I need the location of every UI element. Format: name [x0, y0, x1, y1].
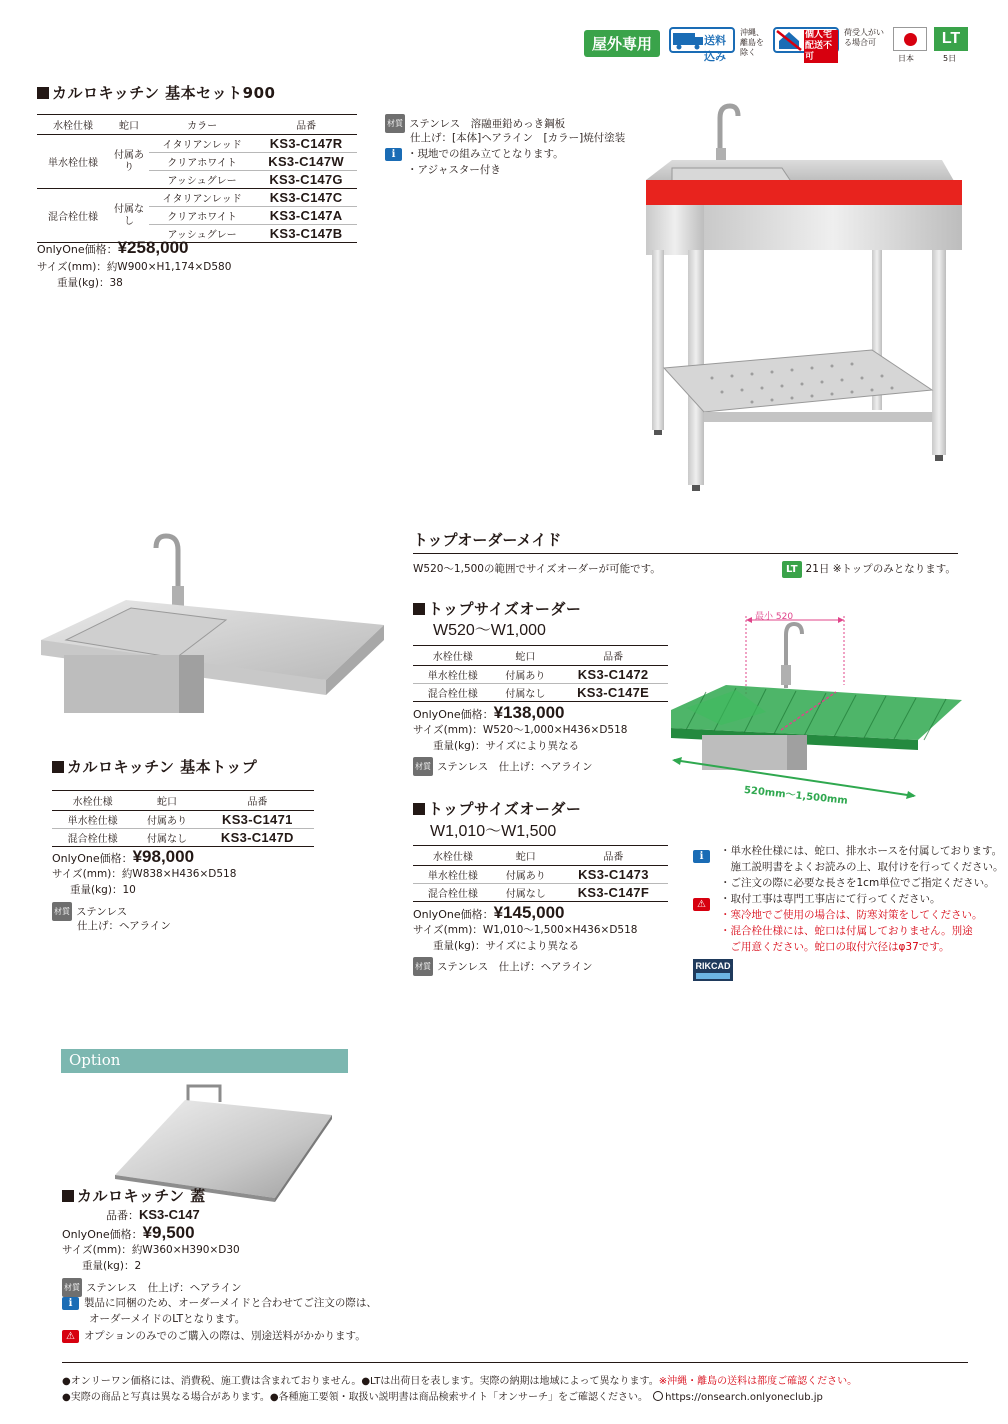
onsearch-link[interactable]: https://onsearch.onlyoneclub.jp [665, 1392, 823, 1403]
info-note-1: ・単水栓仕様には、蛇口、排水ホースを付属しております。 [720, 845, 1003, 857]
order1-title: トップサイズオーダー [413, 598, 581, 619]
col-header: 品番 [559, 846, 668, 866]
lid-info-note-2: オーダーメイドのLTとなります。 [89, 1313, 246, 1325]
col-header: 品番 [558, 646, 668, 666]
recipient-note: 荷受人がいる場合可 [844, 28, 884, 47]
warn-note-2: ・寒冷地でご使用の場合は、防寒対策をしてください。 [720, 909, 983, 921]
option-bar: Option [61, 1049, 348, 1073]
basic-set-title: カルロキッチン 基本セット900 [37, 82, 276, 103]
col-header: カラー [149, 115, 255, 135]
lid-code: 品番：KS3-C147 [106, 1207, 200, 1222]
basic-top-table [52, 790, 314, 847]
table-row: 混合栓仕様 付属なし KS3-C147F [413, 884, 668, 902]
info-icon: i [385, 148, 402, 161]
info-note-3: ・ご注文の際に必要な長さを1cm単位でご指定ください。 [720, 877, 995, 889]
basic-top-weight: 重量(kg)：10 [70, 884, 136, 896]
basic-top-finish: 仕上げ：ヘアライン [77, 920, 171, 932]
order2-table [413, 845, 668, 902]
lid-weight: 重量(kg)：2 [82, 1260, 142, 1272]
lt-badge: LT [934, 27, 968, 51]
col-header: 水栓仕様 [37, 115, 109, 135]
rikcad-badge: RIKCAD [693, 959, 733, 981]
lt-icon: LT [782, 561, 802, 578]
top-order-range-note: W520～1,500の範囲でサイズオーダーが可能です。 [413, 563, 661, 575]
warn-note-4: ご用意ください。蛇口の取付穴径はφ37です。 [720, 941, 950, 953]
col-header: 蛇口 [109, 115, 149, 135]
table-row: クリアホワイト KS3-C147W [37, 153, 357, 171]
basic-set-finish: 仕上げ：[本体]ヘアライン [カラー]焼付塗装 [410, 132, 626, 144]
top-order-divider [413, 553, 958, 554]
search-icon [653, 1391, 663, 1401]
warning-icon: ⚠ [62, 1330, 79, 1343]
lid-price: OnlyOne価格：¥9,500 [62, 1223, 195, 1242]
table-row: 単水栓仕様 付属あり KS3-C1473 [413, 866, 668, 884]
lid-warn-note: ⚠ オプションのみでのご購入の際は、別途送料がかかります。 [62, 1328, 366, 1345]
col-header: 蛇口 [493, 846, 559, 866]
lid-title: カルロキッチン 蓋 [62, 1185, 206, 1206]
info-icon: i [693, 844, 715, 863]
diagram-min-label: 最小 520 [755, 612, 794, 622]
lt-days: 5日 [943, 54, 957, 63]
material-icon: 材質 [413, 757, 433, 776]
footer-line-2: ●実際の商品と写真は異なる場合があります。●各種施工要領・取扱い説明書は商品検索サイト「オンサーチ」をご確認ください。 https://onsearch.onlyoneclub.jp [62, 1392, 823, 1403]
size-order-diagram [666, 600, 968, 800]
basic-set-weight: 重量(kg)：38 [57, 277, 123, 289]
shipping-included-badge [669, 27, 735, 63]
col-header: 品番 [255, 115, 357, 135]
basic-set-table [37, 114, 357, 243]
basic-top-image [36, 530, 386, 720]
shipping-note: 沖縄、離島を除く [740, 28, 764, 57]
shipping-label: 送料込み [704, 34, 726, 63]
table-row: 混合栓仕様 付属なし イタリアンレッド KS3-C147C [37, 189, 357, 207]
basic-set-note-1: i ・現地での組み立てとなります。 [385, 146, 564, 163]
kitchen-set-image [632, 100, 967, 495]
table-row: アッシュグレー KS3-C147B [37, 225, 357, 243]
basic-set-material: 材質 ステンレス 溶融亜鉛めっき鋼板 [385, 114, 565, 133]
no-home-label: 個人宅配送不可 [804, 30, 838, 63]
basic-set-note-2: ・アジャスター付き [407, 164, 501, 176]
basic-top-price: OnlyOne価格：¥98,000 [52, 847, 195, 866]
order2-price: OnlyOne価格：¥145,000 [413, 903, 565, 922]
material-icon: 材質 [52, 902, 72, 921]
footer-divider [62, 1362, 968, 1363]
basic-set-size: サイズ(mm)：約W900×H1,174×D580 [37, 261, 232, 273]
warning-icon: ⚠ [693, 892, 715, 911]
order2-weight: 重量(kg)：サイズにより異なる [433, 940, 580, 952]
lid-info-note: i 製品に同梱のため、オーダーメイドと合わせてご注文の際は、 [62, 1295, 377, 1312]
table-row: アッシュグレー KS3-C147G [37, 171, 357, 189]
no-home-delivery-badge [773, 27, 839, 62]
col-header: 蛇口 [492, 646, 558, 666]
lid-material: 材質 ステンレス 仕上げ：ヘアライン [62, 1278, 242, 1297]
japan-flag-icon [893, 27, 927, 51]
order2-subtitle: W1,010～W1,500 [430, 823, 557, 840]
material-icon: 材質 [385, 114, 405, 133]
material-icon: 材質 [413, 957, 433, 976]
order1-table [413, 645, 668, 702]
col-header: 品番 [201, 791, 314, 811]
order1-price: OnlyOne価格：¥138,000 [413, 703, 565, 722]
table-row: 単水栓仕様 付属あり KS3-C1472 [413, 666, 668, 684]
warn-note-1: ・取付工事は専門工事店にて行ってください。 [720, 893, 941, 905]
col-header: 水栓仕様 [413, 846, 493, 866]
warn-note-3: ・混合栓仕様には、蛇口は付属しておりません。別途 [720, 925, 973, 937]
basic-top-material: 材質 ステンレス [52, 902, 127, 921]
info-note-2: 施工説明書をよくお読みの上、取付けを行ってください。 [720, 861, 1004, 873]
table-row: 混合栓仕様 付属なし KS3-C147E [413, 684, 668, 702]
table-row: 混合栓仕様 付属なし KS3-C147D [52, 829, 314, 847]
order1-subtitle: W520～W1,000 [433, 622, 546, 639]
info-icon: i [62, 1297, 79, 1310]
order1-weight: 重量(kg)：サイズにより異なる [433, 740, 580, 752]
order2-material: 材質 ステンレス 仕上げ：ヘアライン [413, 957, 593, 976]
origin-label: 日本 [898, 54, 914, 63]
basic-top-title: カルロキッチン 基本トップ [52, 756, 257, 777]
col-header: 水栓仕様 [413, 646, 492, 666]
table-row: クリアホワイト KS3-C147A [37, 207, 357, 225]
order1-material: 材質 ステンレス 仕上げ：ヘアライン [413, 757, 593, 776]
basic-set-price: OnlyOne価格：¥258,000 [37, 238, 189, 257]
order1-size: サイズ(mm)：W520～1,000×H436×D518 [413, 724, 628, 736]
top-order-lt: LT 21日 ※トップのみとなります。 [782, 561, 956, 578]
order2-size: サイズ(mm)：W1,010～1,500×H436×D518 [413, 924, 638, 936]
diagram-range-label: 520mm～1,500mm [743, 784, 849, 807]
lid-size: サイズ(mm)：約W360×H390×D30 [62, 1244, 240, 1256]
col-header: 水栓仕様 [52, 791, 133, 811]
table-row: 単水栓仕様 付属あり イタリアンレッド KS3-C147R [37, 135, 357, 153]
table-row: 単水栓仕様 付属あり KS3-C1471 [52, 811, 314, 829]
material-icon: 材質 [62, 1278, 82, 1297]
col-header: 蛇口 [133, 791, 200, 811]
top-order-title: トップオーダーメイド [413, 531, 562, 549]
order2-title: トップサイズオーダー [413, 798, 581, 819]
basic-top-size: サイズ(mm)：約W838×H436×D518 [52, 868, 237, 880]
outdoor-only-badge: 屋外専用 [584, 30, 660, 57]
footer-line-1: ●オンリーワン価格には、消費税、施工費は含まれておりません。●LTは出荷日を表します。実際の納期は地域によって異なります。※沖縄・離島の送料は都度ご確認ください。 [62, 1376, 858, 1387]
